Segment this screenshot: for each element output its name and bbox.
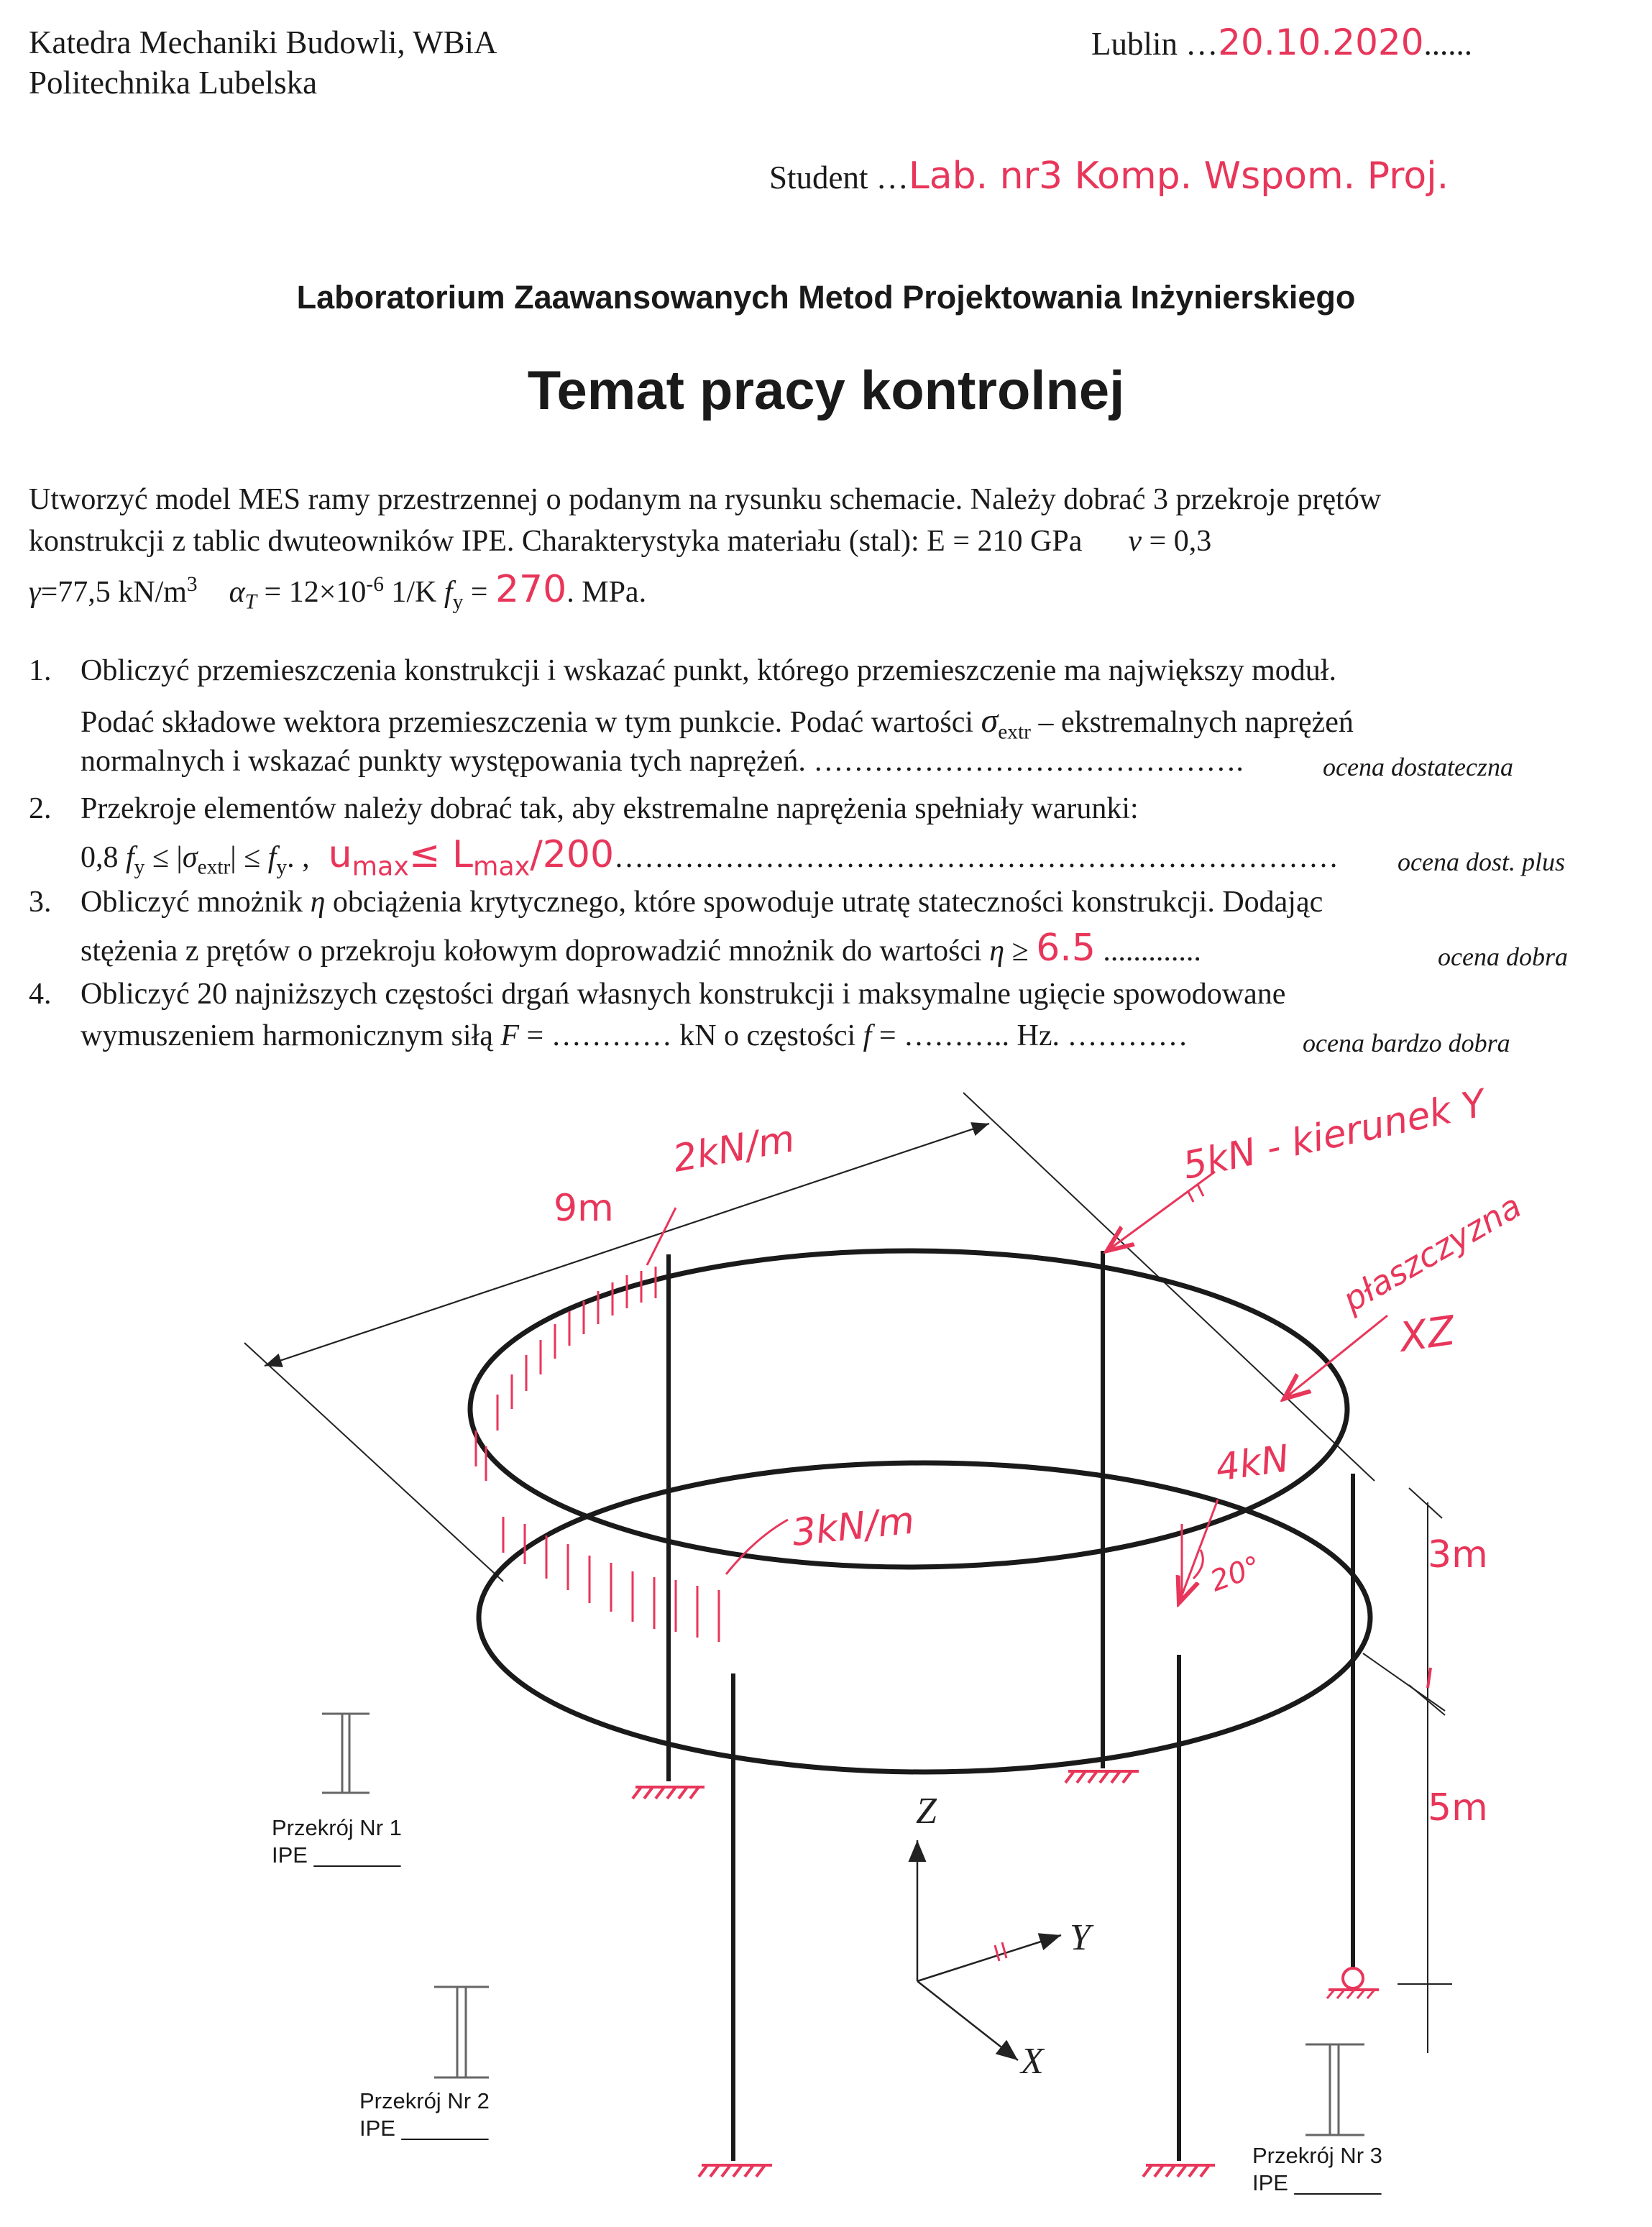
- angle-label: 20°: [1206, 1549, 1266, 1599]
- intro-line-3: [29, 568, 646, 618]
- i-section-3-icon: [1305, 2044, 1364, 2135]
- intro-line-2: [29, 525, 1211, 558]
- coordinate-axes: [917, 1840, 1061, 2060]
- dim-9m-label: 9m: [554, 1187, 614, 1230]
- fy-unit: . MPa.: [566, 576, 647, 609]
- alpha-exponent: -6: [366, 573, 384, 596]
- plane-word-label: płaszczyzna: [1336, 1186, 1528, 1320]
- cond-fsub2: y: [276, 855, 288, 879]
- handwritten-deflection-limit: [328, 833, 615, 882]
- task-1-number: 1.: [29, 654, 52, 687]
- task-3-line-2a: stężenia z prętów o przekroju kołowym doprowadzić mnożnik do wartości: [81, 935, 990, 968]
- task-3-ge: ≥: [1004, 935, 1037, 968]
- frame-drawing: [0, 1064, 1652, 2227]
- task-3-number: 3.: [29, 886, 52, 919]
- height-3m-label: 3m: [1428, 1533, 1488, 1576]
- section-2: [359, 2088, 490, 2142]
- section-3-ipe: IPE _______: [1252, 2170, 1382, 2195]
- hand-usub: max: [352, 850, 409, 882]
- eta-symbol: η: [310, 886, 326, 919]
- axis-z-label: Z: [916, 1791, 937, 1832]
- task-1-line-1: Obliczyć przemieszczenia konstrukcji i wskazać punkt, którego przemieszczenie ma największy moduł.: [81, 654, 1336, 687]
- section-1-label: Przekrój Nr 1: [272, 1815, 402, 1840]
- place-date: [1091, 23, 1472, 63]
- sigma-subscript: extr: [998, 720, 1031, 744]
- section-2-ipe: IPE _______: [359, 2116, 489, 2141]
- task-3-line-1a: Obliczyć mnożnik: [81, 886, 311, 919]
- nu-value: = 0,3: [1142, 525, 1212, 558]
- gamma-exponent: 3: [186, 573, 198, 596]
- alpha-subscript: T: [244, 590, 257, 614]
- fixed-supports: [633, 1771, 1215, 2177]
- handwritten-fy: 270: [495, 568, 567, 611]
- department-line-2: Politechnika Lubelska: [29, 65, 318, 101]
- hand-tail: /200: [530, 833, 615, 876]
- task-3-line-1b: obciążenia krytycznego, które spowoduje utratę stateczności konstrukcji. Dodając: [325, 886, 1323, 919]
- task-1-line-2: [81, 704, 1354, 748]
- axis-x-label: X: [1021, 2041, 1044, 2082]
- height-5m-label: 5m: [1428, 1786, 1488, 1829]
- cond-f: f: [126, 841, 134, 874]
- intro-line-1: Utworzyć model MES ramy przestrzennej o podanym na rysunku schemacie. Należy dobrać 3 przekroje prętów: [29, 483, 1382, 516]
- task-2-line-1: Przekroje elementów należy dobrać tak, aby ekstremalne naprężenia spełniały warunki:: [81, 792, 1139, 825]
- cond-ssub: extr: [197, 855, 231, 879]
- eta-symbol-2: η: [989, 935, 1005, 968]
- page-title: Temat pracy kontrolnej: [527, 360, 1125, 421]
- task-4-grade: ocena bardzo dobra: [1303, 1029, 1510, 1057]
- task-3-line-1: [81, 886, 1323, 919]
- task-1-grade: ocena dostateczna: [1323, 753, 1513, 781]
- columns: [669, 1251, 1353, 2161]
- task-4-number: 4.: [29, 978, 52, 1011]
- cond-fsub: y: [134, 855, 145, 879]
- task-2-grade: ocena dost. plus: [1398, 848, 1565, 876]
- sigma-symbol: σ: [981, 702, 999, 740]
- load-bottom-label: 3kN/m: [790, 1499, 917, 1555]
- handwritten-eta: 6.5: [1036, 927, 1096, 970]
- task-2-condition: [81, 833, 1339, 883]
- task-1-line-2a: Podać składowe wektora przemieszczenia w tym punkcie. Podać wartości: [81, 706, 981, 739]
- axis-y-label: Y: [1070, 1917, 1091, 1958]
- fy-symbol: f: [444, 576, 453, 609]
- plane-arrow: [1284, 1315, 1387, 1399]
- load-top-label: 2kN/m: [669, 1117, 798, 1181]
- department-line-1: Katedra Mechaniki Budowli, WBiA: [29, 24, 497, 60]
- place-prefix: Lublin …: [1091, 26, 1219, 62]
- alpha-unit: 1/K: [383, 576, 444, 609]
- force-symbol: F: [500, 1019, 520, 1052]
- task-4-line-2c: = ……….. Hz. …………: [871, 1019, 1188, 1052]
- alpha-symbol: α: [229, 576, 245, 609]
- gamma-value: =77,5 kN/m: [40, 576, 187, 609]
- hand-lsub: max: [472, 850, 531, 882]
- fy-eq: =: [463, 576, 495, 609]
- cond-b: ≤ |: [144, 841, 183, 874]
- hand-u: u: [328, 833, 352, 876]
- section-1-ipe: IPE _______: [272, 1842, 401, 1868]
- student-line: [769, 157, 1449, 197]
- i-section-2-icon: [434, 1987, 489, 2077]
- date-suffix: ......: [1423, 26, 1473, 62]
- cond-d: . ,: [287, 841, 310, 874]
- lab-title: Laboratorium Zaawansowanych Metod Projektowania Inżynierskiego: [296, 279, 1356, 316]
- task-4-line-2b: = ………… kN o częstości: [519, 1019, 863, 1052]
- plane-xz-label: XZ: [1396, 1307, 1458, 1362]
- task-4-line-2: [81, 1019, 1188, 1052]
- section-3-label: Przekrój Nr 3: [1252, 2143, 1382, 2168]
- force-5kn-label: 5kN - kierunek Y: [1179, 1082, 1490, 1188]
- section-2-label: Przekrój Nr 2: [359, 2088, 490, 2113]
- section-3: [1252, 2142, 1382, 2197]
- i-section-1-icon: [322, 1714, 370, 1793]
- alpha-value: = 12×10: [257, 576, 367, 609]
- pinned-support: [1327, 1968, 1379, 1998]
- section-1: [272, 1814, 402, 1869]
- nu-symbol: ν: [1128, 525, 1142, 558]
- task-3-dots: .............: [1095, 935, 1201, 968]
- task-1-line-3-text: normalnych i wskazać punkty występowania tych naprężeń. …………………………………….: [81, 745, 1244, 778]
- handwritten-date: 20.10.2020: [1218, 22, 1424, 63]
- task-1-line-2b: – ekstremalnych naprężeń: [1030, 706, 1354, 739]
- task-2-number: 2.: [29, 792, 52, 825]
- gamma-symbol: γ: [29, 576, 41, 609]
- handwritten-student: Lab. nr3 Komp. Wspom. Proj.: [908, 155, 1449, 198]
- hand-le: ≤ L: [408, 833, 473, 876]
- cond-c: | ≤: [230, 841, 268, 874]
- task-2-dots: ………………………………………………………………: [614, 841, 1339, 874]
- cond-sigma: σ: [182, 841, 198, 874]
- fy-subscript: y: [452, 590, 464, 614]
- task-4-line-2a: wymuszeniem harmonicznym siłą: [81, 1019, 501, 1052]
- student-prefix: Student …: [769, 160, 909, 196]
- force-4kn-label: 4kN: [1213, 1437, 1292, 1490]
- intro-line-2-text: konstrukcji z tablic dwuteowników IPE. Charakterystyka materiału (stal): E = 210 GPa: [29, 525, 1083, 558]
- task-4-line-1: Obliczyć 20 najniższych częstości drgań własnych konstrukcji i maksymalne ugięcie spowodowane: [81, 978, 1286, 1011]
- lower-ring-beam: [479, 1463, 1370, 1772]
- force-4kn-arrow: [1179, 1500, 1218, 1603]
- cond-a: 0,8: [81, 841, 126, 874]
- task-1-line-3: [81, 745, 1244, 778]
- task-3-grade: ocena dobra: [1438, 942, 1568, 971]
- task-3-line-2: [81, 927, 1201, 970]
- cond-f2: f: [267, 841, 277, 874]
- freq-symbol: f: [863, 1019, 872, 1052]
